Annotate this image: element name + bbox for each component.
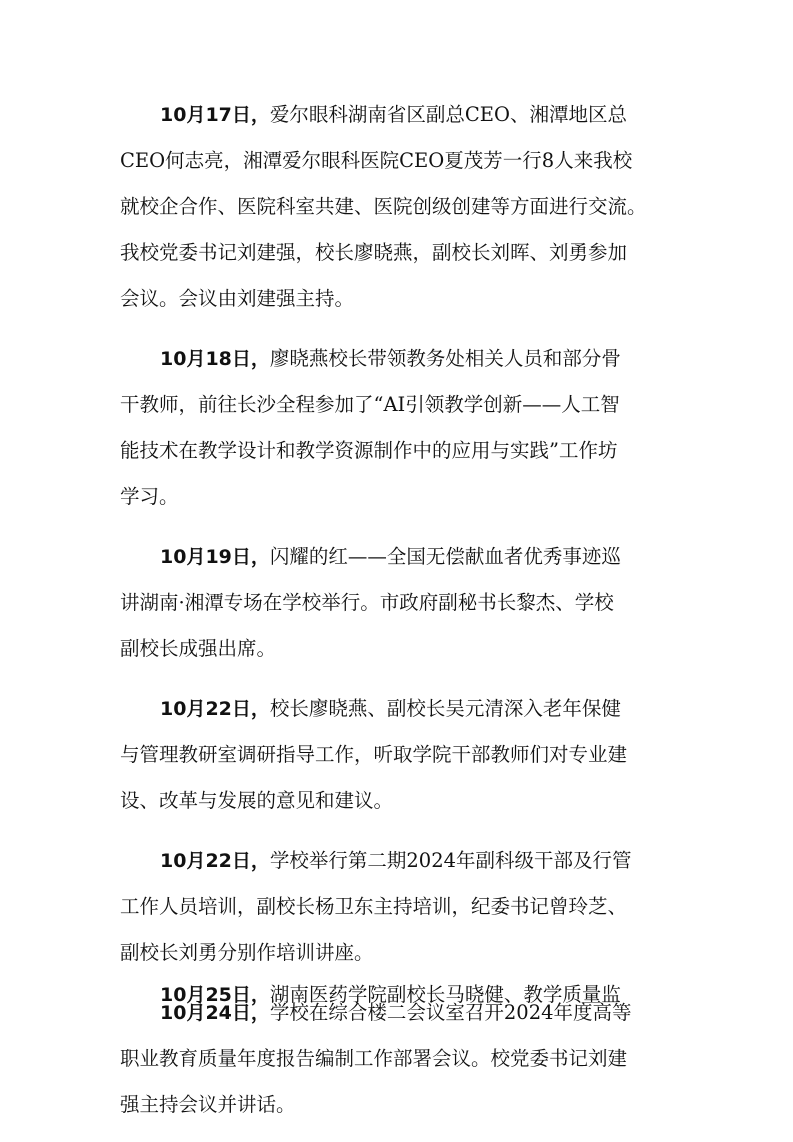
entry-text: 强主持会议并讲话。 bbox=[120, 1093, 296, 1116]
news-entry-oct22-a bbox=[120, 686, 665, 824]
entry-first-line bbox=[120, 534, 665, 580]
entry-text: 我校党委书记刘建强，校长廖晓燕，副校长刘晖、刘勇参加 bbox=[120, 241, 628, 264]
entry-first-line bbox=[120, 838, 665, 884]
entry-text: 设、改革与发展的意见和建议。 bbox=[120, 789, 394, 812]
entry-first-line bbox=[120, 336, 665, 382]
entry-text: 爱尔眼科湖南省区副总CEO、湘潭地区总 bbox=[269, 103, 628, 126]
entry-text: 校长廖晓燕、副校长吴元清深入老年保健 bbox=[269, 697, 621, 720]
entry-first-line bbox=[120, 972, 665, 1018]
news-entry-oct18 bbox=[120, 336, 665, 520]
entry-date: 10月22日， bbox=[160, 698, 270, 720]
entry-date: 10月18日， bbox=[160, 348, 270, 370]
entry-text: 学习。 bbox=[120, 485, 179, 508]
entry-text: 副校长成强出席。 bbox=[120, 637, 277, 660]
entry-date: 10月25日， bbox=[160, 984, 270, 1006]
entry-text: 学校举行第二期2024年副科级干部及行管 bbox=[269, 849, 632, 872]
entry-text: 湖南医药学院副校长马晓健、教学质量监 bbox=[269, 983, 621, 1006]
entry-text: 闪耀的红——全国无偿献血者优秀事迹巡 bbox=[269, 545, 621, 568]
entry-text: CEO何志亮，湘潭爱尔眼科医院CEO夏茂芳一行8人来我校 bbox=[120, 149, 633, 172]
news-entry-oct25 bbox=[120, 972, 665, 1018]
entry-date: 10月19日， bbox=[160, 546, 270, 568]
entry-text: 廖晓燕校长带领教务处相关人员和部分骨 bbox=[269, 347, 621, 370]
entry-date: 10月17日， bbox=[160, 104, 270, 126]
news-entry-oct22-b bbox=[120, 838, 665, 976]
entry-text: 学校在综合楼二会议室召开2024年度高等 bbox=[269, 1001, 632, 1024]
entry-text: 干教师，前往长沙全程参加了“AI引领教学创新——人工智 bbox=[120, 393, 620, 416]
entry-text: 能技术在教学设计和教学资源制作中的应用与实践”工作坊 bbox=[120, 439, 618, 462]
entry-text: 讲湖南·湘潭专场在学校举行。市政府副秘书长黎杰、学校 bbox=[120, 591, 614, 614]
news-entry-oct19 bbox=[120, 534, 665, 672]
entry-text: 就校企合作、医院科室共建、医院创级创建等方面进行交流。 bbox=[120, 195, 647, 218]
entry-date: 10月24日， bbox=[160, 1002, 270, 1024]
entry-text: 副校长刘勇分别作培训讲座。 bbox=[120, 941, 374, 964]
entry-text: 工作人员培训，副校长杨卫东主持培训，纪委书记曾玲芝、 bbox=[120, 895, 628, 918]
entry-first-line bbox=[120, 686, 665, 732]
entry-text: 职业教育质量年度报告编制工作部署会议。校党委书记刘建 bbox=[120, 1047, 628, 1070]
entry-date: 10月22日， bbox=[160, 850, 270, 872]
news-entry-oct17 bbox=[120, 92, 665, 322]
entry-text: 会议。会议由刘建强主持。 bbox=[120, 287, 355, 310]
entry-first-line bbox=[120, 92, 665, 138]
entry-text: 与管理教研室调研指导工作，听取学院干部教师们对专业建 bbox=[120, 743, 628, 766]
